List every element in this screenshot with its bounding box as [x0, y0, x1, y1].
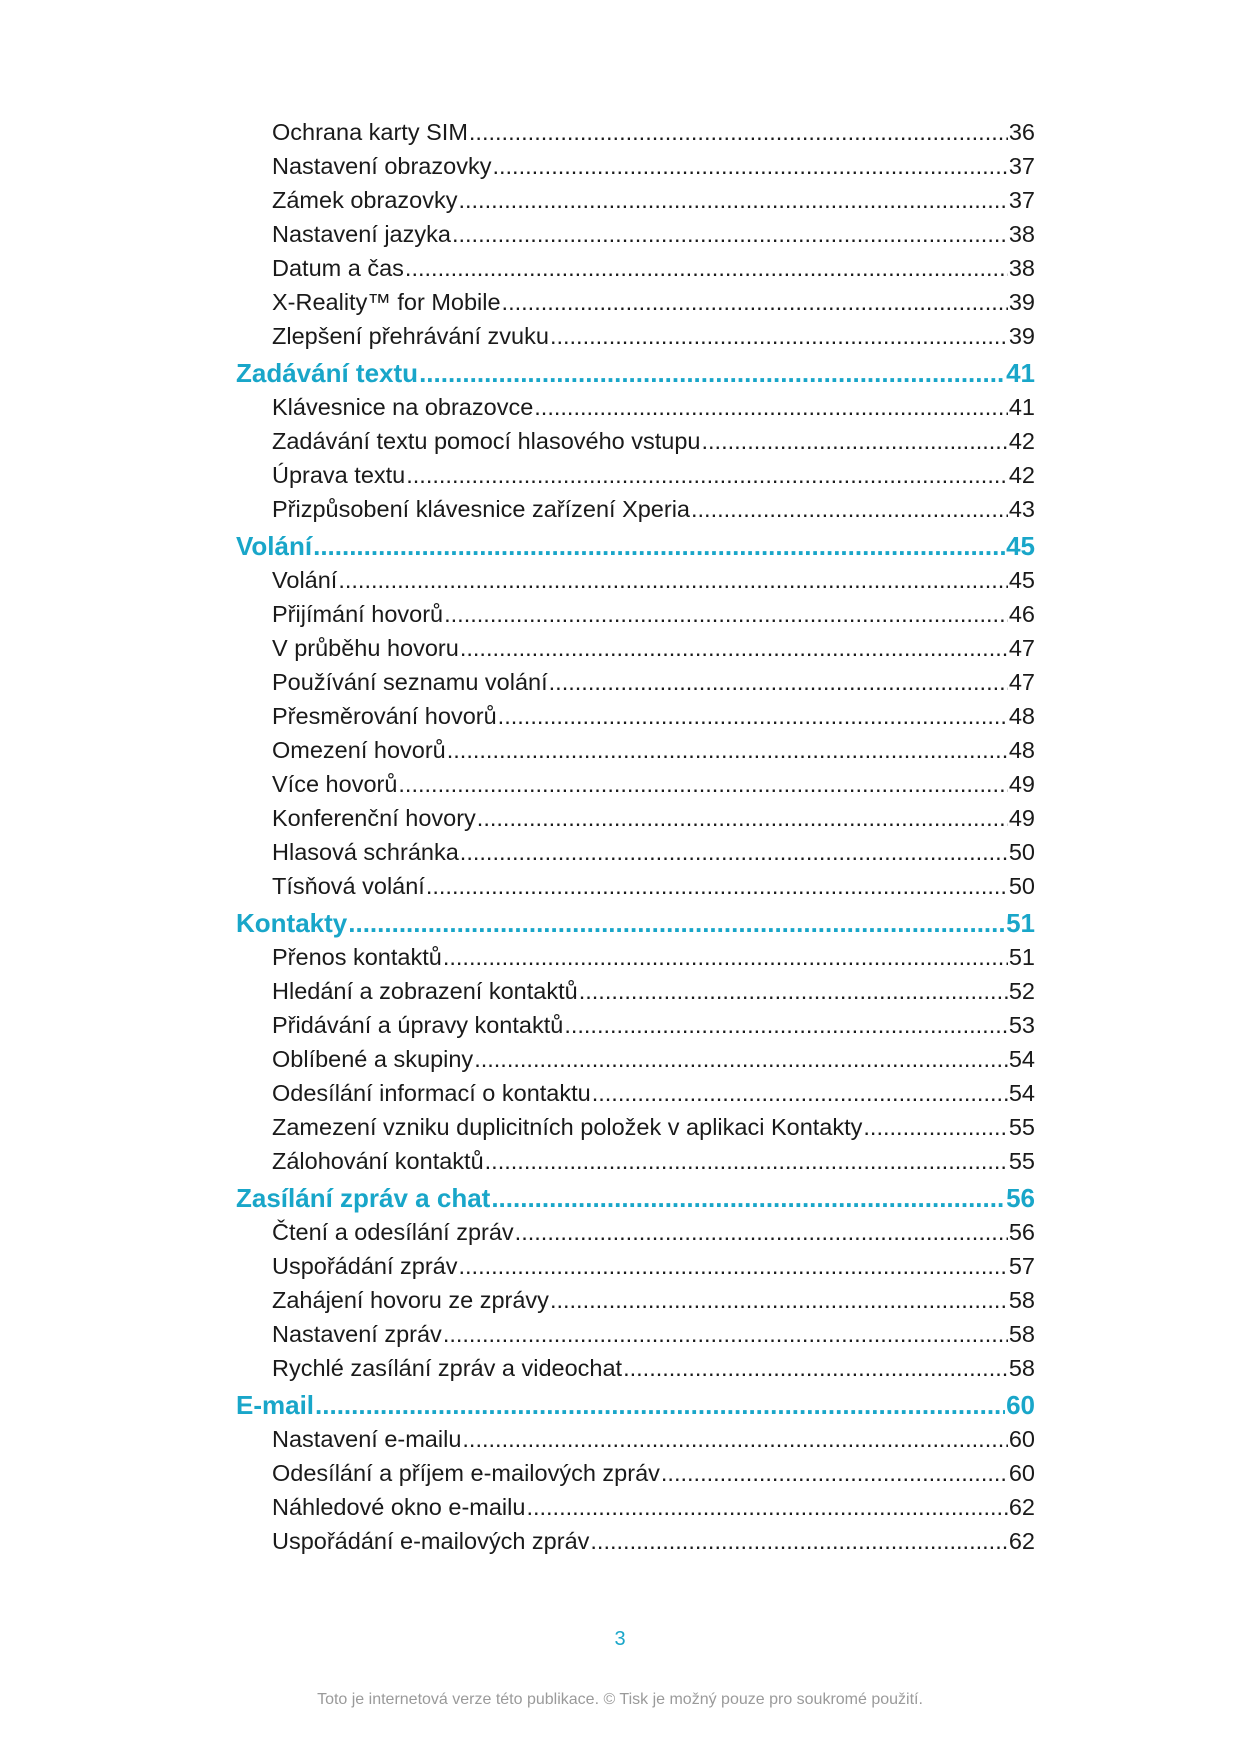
toc-entry-title: Odesílání a příjem e-mailových zpráv	[272, 1460, 660, 1486]
toc-entry-title: Přidávání a úpravy kontaktů	[272, 1012, 564, 1038]
toc-entry-page-number: 45	[1006, 531, 1035, 561]
toc-entry-title: E-mail	[236, 1390, 315, 1420]
toc-dot-leader	[691, 492, 1008, 526]
toc-entry-title: Zahájení hovoru ze zprávy	[272, 1287, 549, 1313]
toc-dot-leader	[863, 1110, 1007, 1144]
toc-entry-page-number: 54	[1008, 1080, 1035, 1106]
toc-entry-title: Nastavení zpráv	[272, 1321, 442, 1347]
footer-note: Toto je internetová verze této publikace. © Tisk je možný pouze pro soukromé použití.	[317, 1691, 923, 1708]
toc-section-entry[interactable]	[236, 1076, 1035, 1110]
toc-entry-title: Uspořádání zpráv	[272, 1253, 458, 1279]
toc-entry-title: Odesílání informací o kontaktu	[272, 1080, 591, 1106]
toc-section-entry[interactable]	[236, 563, 1035, 597]
toc-entry-title: Volání	[236, 531, 313, 561]
toc-entry-title: Konferenční hovory	[272, 805, 476, 831]
toc-chapter-entry[interactable]	[236, 529, 1035, 563]
toc-entry-page-number: 60	[1008, 1426, 1035, 1452]
toc-entry-title: Rychlé zasílání zpráv a videochat	[272, 1355, 623, 1381]
toc-dot-leader	[579, 974, 1008, 1008]
toc-dot-leader	[406, 458, 1008, 492]
toc-dot-leader	[315, 1388, 1005, 1422]
toc-entry-title: Oblíbené a skupiny	[272, 1046, 474, 1072]
toc-entry-title: Nastavení jazyka	[272, 221, 451, 247]
toc-dot-leader	[419, 356, 1005, 390]
toc-dot-leader	[623, 1351, 1008, 1385]
toc-entry-title: Hledání a zobrazení kontaktů	[272, 978, 578, 1004]
toc-entry-title: Zasílání zpráv a chat	[236, 1183, 491, 1213]
toc-section-entry[interactable]	[236, 492, 1035, 526]
toc-dot-leader	[590, 1524, 1007, 1558]
toc-dot-leader	[460, 835, 1008, 869]
toc-section-entry[interactable]	[236, 733, 1035, 767]
toc-entry-page-number: 54	[1008, 1046, 1035, 1072]
toc-section-entry[interactable]	[236, 974, 1035, 1008]
toc-entry-title: Omezení hovorů	[272, 737, 446, 763]
toc-section-entry[interactable]	[236, 251, 1035, 285]
toc-entry-page-number: 53	[1008, 1012, 1035, 1038]
toc-entry-page-number: 47	[1008, 635, 1035, 661]
toc-entry-title: Přizpůsobení klávesnice zařízení Xperia	[272, 496, 690, 522]
toc-section-entry[interactable]	[236, 631, 1035, 665]
toc-entry-page-number: 42	[1008, 462, 1035, 488]
toc-chapter-entry[interactable]	[236, 356, 1035, 390]
toc-entry-title: Nastavení obrazovky	[272, 153, 492, 179]
toc-section-entry[interactable]	[236, 1042, 1035, 1076]
toc-entry-page-number: 57	[1008, 1253, 1035, 1279]
toc-entry-page-number: 36	[1008, 119, 1035, 145]
toc-entry-page-number: 52	[1008, 978, 1035, 1004]
toc-entry-page-number: 48	[1008, 703, 1035, 729]
toc-dot-leader	[592, 1076, 1008, 1110]
toc-section-entry[interactable]	[236, 597, 1035, 631]
toc-entry-page-number: 43	[1008, 496, 1035, 522]
toc-entry-page-number: 60	[1006, 1390, 1035, 1420]
toc-dot-leader	[443, 940, 1008, 974]
toc-section-entry[interactable]	[236, 1422, 1035, 1456]
toc-section-entry[interactable]	[236, 1008, 1035, 1042]
toc-section-entry[interactable]	[236, 869, 1035, 903]
toc-dot-leader	[447, 733, 1008, 767]
toc-section-entry[interactable]	[236, 1215, 1035, 1249]
toc-entry-title: Zálohování kontaktů	[272, 1148, 484, 1174]
toc-dot-leader	[485, 1144, 1008, 1178]
toc-entry-title: Přenos kontaktů	[272, 944, 442, 970]
toc-section-entry[interactable]	[236, 801, 1035, 835]
toc-entry-page-number: 39	[1008, 289, 1035, 315]
toc-entry-title: Kontakty	[236, 908, 348, 938]
toc-entry-page-number: 41	[1008, 394, 1035, 420]
toc-entry-page-number: 62	[1008, 1494, 1035, 1520]
toc-entry-title: Zámek obrazovky	[272, 187, 458, 213]
toc-section-entry[interactable]	[236, 319, 1035, 353]
toc-entry-page-number: 58	[1008, 1287, 1035, 1313]
toc-section-entry[interactable]	[236, 458, 1035, 492]
toc-section-entry[interactable]	[236, 1524, 1035, 1558]
toc-entry-page-number: 56	[1006, 1183, 1035, 1213]
toc-entry-title: Náhledové okno e-mailu	[272, 1494, 526, 1520]
toc-chapter-entry[interactable]	[236, 1181, 1035, 1215]
toc-entry-title: Přijímání hovorů	[272, 601, 444, 627]
toc-dot-leader	[338, 563, 1008, 597]
toc-entry-title: Ochrana karty SIM	[272, 119, 468, 145]
toc-section-entry[interactable]	[236, 390, 1035, 424]
toc-section-entry[interactable]	[236, 835, 1035, 869]
toc-entry-title: Zlepšení přehrávání zvuku	[272, 323, 549, 349]
toc-entry-title: Hlasová schránka	[272, 839, 459, 865]
toc-entry-title: Čtení a odesílání zpráv	[272, 1219, 514, 1245]
toc-dot-leader	[426, 869, 1008, 903]
toc-entry-page-number: 60	[1008, 1460, 1035, 1486]
toc-entry-title: Úprava textu	[272, 462, 406, 488]
toc-dot-leader	[443, 1317, 1008, 1351]
toc-entry-title: Volání	[272, 567, 338, 593]
toc-entry-page-number: 49	[1008, 805, 1035, 831]
toc-dot-leader	[460, 631, 1008, 665]
toc-dot-leader	[398, 767, 1007, 801]
toc-section-entry[interactable]	[236, 424, 1035, 458]
toc-entry-page-number: 49	[1008, 771, 1035, 797]
toc-entry-title: Zadávání textu	[236, 358, 419, 388]
toc-entry-page-number: 48	[1008, 737, 1035, 763]
toc-entry-page-number: 51	[1006, 908, 1035, 938]
toc-dot-leader	[458, 183, 1007, 217]
toc-section-entry[interactable]	[236, 115, 1035, 149]
toc-entry-title: Přesměrování hovorů	[272, 703, 497, 729]
toc-entry-page-number: 58	[1008, 1321, 1035, 1347]
toc-dot-leader	[502, 285, 1008, 319]
toc-section-entry[interactable]	[236, 767, 1035, 801]
toc-dot-leader	[444, 597, 1008, 631]
toc-section-entry[interactable]	[236, 1144, 1035, 1178]
toc-entry-title: Více hovorů	[272, 771, 398, 797]
toc-entry-page-number: 62	[1008, 1528, 1035, 1554]
toc-entry-page-number: 46	[1008, 601, 1035, 627]
toc-section-entry[interactable]	[236, 1351, 1035, 1385]
toc-entry-page-number: 37	[1008, 153, 1035, 179]
toc-dot-leader	[702, 424, 1008, 458]
toc-dot-leader	[469, 115, 1008, 149]
toc-dot-leader	[498, 699, 1008, 733]
toc-dot-leader	[550, 319, 1008, 353]
toc-entry-page-number: 47	[1008, 669, 1035, 695]
toc-entry-title: Datum a čas	[272, 255, 404, 281]
toc-entry-title: Nastavení e-mailu	[272, 1426, 462, 1452]
toc-section-entry[interactable]	[236, 1110, 1035, 1144]
toc-entry-page-number: 38	[1008, 255, 1035, 281]
toc-section-entry[interactable]	[236, 285, 1035, 319]
toc-entry-page-number: 58	[1008, 1355, 1035, 1381]
toc-section-entry[interactable]	[236, 1249, 1035, 1283]
toc-entry-page-number: 38	[1008, 221, 1035, 247]
toc-dot-leader	[549, 665, 1008, 699]
toc-dot-leader	[459, 1249, 1008, 1283]
toc-chapter-entry[interactable]	[236, 906, 1035, 940]
toc-section-entry[interactable]	[236, 940, 1035, 974]
toc-dot-leader	[462, 1422, 1007, 1456]
toc-dot-leader	[405, 251, 1008, 285]
toc-entry-page-number: 41	[1006, 358, 1035, 388]
toc-dot-leader	[564, 1008, 1008, 1042]
page-number: 3	[614, 1628, 626, 1650]
toc-dot-leader	[313, 529, 1005, 563]
toc-dot-leader	[515, 1215, 1008, 1249]
toc-entry-page-number: 50	[1008, 873, 1035, 899]
toc-section-entry[interactable]	[236, 1456, 1035, 1490]
toc-entry-title: Používání seznamu volání	[272, 669, 548, 695]
toc-dot-leader	[550, 1283, 1008, 1317]
toc-entry-page-number: 50	[1008, 839, 1035, 865]
toc-entry-page-number: 51	[1008, 944, 1035, 970]
toc-entry-title: X-Reality™ for Mobile	[272, 289, 501, 315]
toc-entry-page-number: 56	[1008, 1219, 1035, 1245]
toc-section-entry[interactable]	[236, 1317, 1035, 1351]
toc-entry-title: Klávesnice na obrazovce	[272, 394, 534, 420]
toc-chapter-entry[interactable]	[236, 1388, 1035, 1422]
toc-section-entry[interactable]	[236, 149, 1035, 183]
toc-section-entry[interactable]	[236, 183, 1035, 217]
toc-section-entry[interactable]	[236, 1283, 1035, 1317]
toc-entry-title: Uspořádání e-mailových zpráv	[272, 1528, 590, 1554]
toc-section-entry[interactable]	[236, 1490, 1035, 1524]
toc-entry-page-number: 42	[1008, 428, 1035, 454]
toc-dot-leader	[474, 1042, 1008, 1076]
toc-dot-leader	[661, 1456, 1008, 1490]
toc-entry-title: V průběhu hovoru	[272, 635, 459, 661]
toc-entry-page-number: 55	[1008, 1114, 1035, 1140]
toc-dot-leader	[491, 1181, 1005, 1215]
toc-dot-leader	[534, 390, 1008, 424]
toc-entry-title: Tísňová volání	[272, 873, 425, 899]
toc-entry-page-number: 39	[1008, 323, 1035, 349]
toc-section-entry[interactable]	[236, 665, 1035, 699]
toc-dot-leader	[348, 906, 1005, 940]
toc-dot-leader	[452, 217, 1008, 251]
toc-entry-page-number: 45	[1008, 567, 1035, 593]
toc-dot-leader	[477, 801, 1008, 835]
toc-dot-leader	[526, 1490, 1007, 1524]
table-of-contents	[236, 115, 1035, 1558]
toc-section-entry[interactable]	[236, 217, 1035, 251]
toc-entry-page-number: 55	[1008, 1148, 1035, 1174]
toc-entry-title: Zamezení vzniku duplicitních položek v aplikaci Kontakty	[272, 1114, 863, 1140]
toc-entry-title: Zadávání textu pomocí hlasového vstupu	[272, 428, 701, 454]
toc-dot-leader	[492, 149, 1007, 183]
toc-entry-page-number: 37	[1008, 187, 1035, 213]
toc-section-entry[interactable]	[236, 699, 1035, 733]
